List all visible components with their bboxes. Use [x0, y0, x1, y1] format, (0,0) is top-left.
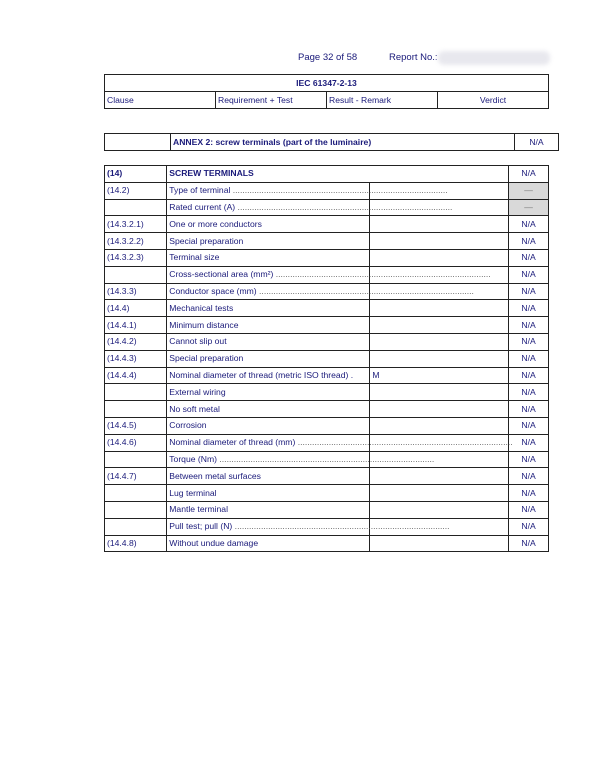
row-clause: (14.3.3)	[105, 283, 167, 300]
table-row	[105, 317, 549, 334]
table-row	[105, 501, 549, 518]
dot-leader: ..........................................................................................	[217, 453, 435, 464]
dot-leader: ..........................................................................................	[230, 185, 448, 196]
row-requirement-text: Mantle terminal	[169, 504, 228, 515]
row-requirement-text: Special preparation	[169, 235, 244, 246]
page-number: Page 32 of 58	[298, 52, 358, 63]
table-row	[105, 182, 549, 199]
row-clause: (14.4.4)	[105, 367, 167, 384]
row-requirement-text: Rated current (A)	[169, 201, 236, 212]
row-result	[370, 216, 509, 233]
dot-leader: ..........................................................................................	[273, 269, 491, 280]
row-requirement	[167, 384, 370, 401]
row-clause: (14.4.3)	[105, 350, 167, 367]
annex-table	[104, 133, 559, 151]
row-requirement	[167, 182, 448, 199]
row-requirement	[167, 266, 491, 283]
row-result	[370, 485, 509, 502]
row-result	[370, 417, 509, 434]
row-requirement-text: Nominal diameter of thread (metric ISO thread) .	[169, 369, 354, 380]
row-result	[370, 333, 509, 350]
table-row	[105, 233, 549, 250]
row-clause: (14.3.2.1)	[105, 216, 167, 233]
row-requirement-text: Corrosion	[169, 420, 207, 431]
row-clause: (14.4.5)	[105, 417, 167, 434]
row-requirement-text: Torque (Nm)	[169, 453, 218, 464]
standard-header-table	[104, 74, 549, 109]
row-verdict: N/A	[509, 451, 549, 468]
row-clause	[105, 401, 167, 418]
row-clause: (14.4.6)	[105, 434, 167, 451]
row-verdict: N/A	[509, 367, 549, 384]
row-verdict: N/A	[509, 333, 549, 350]
row-requirement	[167, 216, 370, 233]
row-verdict: N/A	[509, 485, 549, 502]
row-verdict: N/A	[509, 518, 549, 535]
row-requirement-text: Minimum distance	[169, 319, 239, 330]
row-requirement-text: Lug terminal	[169, 487, 217, 498]
row-requirement	[167, 485, 370, 502]
row-clause: (14.3.2.3)	[105, 249, 167, 266]
dot-leader: ..........................................................................................	[295, 437, 513, 448]
row-requirement	[167, 468, 370, 485]
row-verdict: N/A	[509, 317, 549, 334]
row-requirement	[167, 434, 513, 451]
row-verdict: N/A	[509, 401, 549, 418]
row-clause: (14.4)	[105, 300, 167, 317]
row-requirement	[167, 317, 370, 334]
table-row	[105, 283, 549, 300]
row-verdict: N/A	[509, 468, 549, 485]
section-clause: (14)	[105, 166, 167, 183]
row-verdict: N/A	[509, 283, 549, 300]
table-row	[105, 333, 549, 350]
row-result	[370, 468, 509, 485]
section-title: SCREW TERMINALS	[167, 166, 509, 183]
column-verdict: Verdict	[438, 92, 549, 109]
row-requirement	[167, 350, 370, 367]
annex-title: ANNEX 2: screw terminals (part of the luminaire)	[171, 134, 515, 151]
row-requirement	[167, 199, 453, 216]
row-verdict: N/A	[509, 300, 549, 317]
table-row	[105, 417, 549, 434]
section-row	[105, 166, 549, 183]
row-requirement	[167, 300, 370, 317]
row-requirement-text: Nominal diameter of thread (mm)	[169, 437, 296, 448]
table-row	[105, 434, 549, 451]
row-requirement-text: Between metal surfaces	[169, 470, 261, 481]
row-result	[370, 233, 509, 250]
table-row	[105, 249, 549, 266]
dot-leader: ..........................................................................................	[235, 201, 453, 212]
row-verdict: N/A	[509, 249, 549, 266]
table-row	[105, 367, 549, 384]
row-requirement	[167, 518, 450, 535]
row-verdict: N/A	[509, 535, 549, 552]
dot-leader: ..........................................................................................	[256, 285, 474, 296]
table-row	[105, 266, 549, 283]
row-result	[370, 535, 509, 552]
row-requirement	[167, 283, 474, 300]
row-result	[370, 350, 509, 367]
row-clause: (14.2)	[105, 182, 167, 199]
row-clause	[105, 485, 167, 502]
row-requirement-text: Cannot slip out	[169, 336, 227, 347]
row-clause	[105, 501, 167, 518]
row-result	[370, 300, 509, 317]
row-requirement	[167, 233, 370, 250]
row-requirement	[167, 401, 370, 418]
screw-terminals-table	[104, 165, 549, 552]
table-row	[105, 451, 549, 468]
row-clause	[105, 518, 167, 535]
dot-leader: ..........................................................................................	[232, 521, 450, 532]
report-number-label: Report No.:	[389, 52, 438, 63]
row-requirement	[167, 333, 370, 350]
row-result: M	[370, 367, 509, 384]
table-row	[105, 199, 549, 216]
row-requirement-text: Conductor space (mm)	[169, 285, 257, 296]
row-requirement-text: Without undue damage	[169, 537, 259, 548]
row-verdict: N/A	[509, 434, 549, 451]
redacted-report-number	[438, 51, 550, 65]
row-clause: (14.4.2)	[105, 333, 167, 350]
row-clause	[105, 266, 167, 283]
table-row	[105, 468, 549, 485]
section-verdict: N/A	[509, 166, 549, 183]
row-requirement	[167, 417, 370, 434]
row-verdict: —	[509, 199, 549, 216]
row-verdict: N/A	[509, 417, 549, 434]
row-verdict: N/A	[509, 216, 549, 233]
table-row	[105, 485, 549, 502]
table-row	[105, 216, 549, 233]
row-requirement	[167, 501, 370, 518]
row-requirement-text: Special preparation	[169, 353, 244, 364]
row-clause	[105, 384, 167, 401]
table-row	[105, 384, 549, 401]
table-row	[105, 401, 549, 418]
row-clause: (14.4.1)	[105, 317, 167, 334]
row-verdict: N/A	[509, 384, 549, 401]
column-clause: Clause	[105, 92, 216, 109]
row-verdict: N/A	[509, 350, 549, 367]
table-row	[105, 350, 549, 367]
row-requirement-text: External wiring	[169, 386, 226, 397]
row-verdict: —	[509, 182, 549, 199]
row-clause: (14.3.2.2)	[105, 233, 167, 250]
row-result	[370, 317, 509, 334]
row-requirement	[167, 367, 370, 384]
row-requirement-text: No soft metal	[169, 403, 220, 414]
table-row	[105, 518, 549, 535]
row-requirement-text: Type of terminal	[169, 185, 231, 196]
row-requirement	[167, 535, 370, 552]
row-requirement-text: Terminal size	[169, 252, 220, 263]
table-row	[105, 300, 549, 317]
annex-verdict: N/A	[515, 134, 559, 151]
row-clause: (14.4.7)	[105, 468, 167, 485]
standard-title: IEC 61347-2-13	[105, 75, 549, 92]
row-result	[370, 249, 509, 266]
column-result: Result - Remark	[327, 92, 438, 109]
row-result	[370, 384, 509, 401]
row-verdict: N/A	[509, 233, 549, 250]
row-requirement	[167, 451, 435, 468]
annex-clause-cell	[105, 134, 171, 151]
row-clause	[105, 199, 167, 216]
row-result	[370, 401, 509, 418]
row-requirement-text: Pull test; pull (N)	[169, 521, 233, 532]
row-clause: (14.4.8)	[105, 535, 167, 552]
row-requirement-text: Cross-sectional area (mm²)	[169, 269, 274, 280]
row-result	[370, 501, 509, 518]
row-clause	[105, 451, 167, 468]
row-requirement-text: Mechanical tests	[169, 302, 234, 313]
row-requirement-text: One or more conductors	[169, 218, 262, 229]
row-verdict: N/A	[509, 501, 549, 518]
column-requirement: Requirement + Test	[216, 92, 327, 109]
row-requirement	[167, 249, 370, 266]
table-row	[105, 535, 549, 552]
page-header	[0, 52, 600, 66]
row-verdict: N/A	[509, 266, 549, 283]
